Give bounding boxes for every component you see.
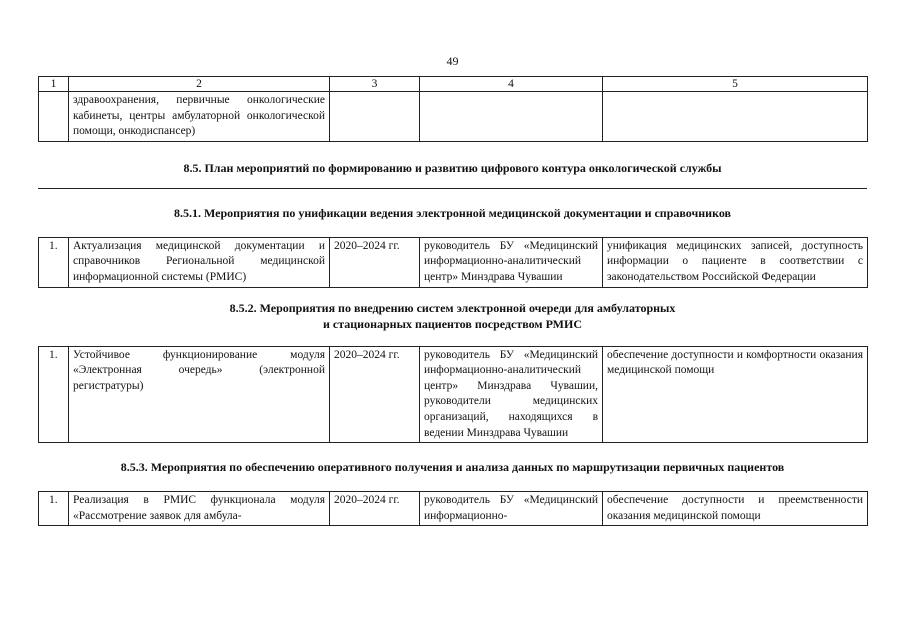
- table-row: [39, 492, 868, 526]
- table-8-5-3: [38, 491, 868, 526]
- period-cell: 2020–2024 гг.: [330, 237, 420, 287]
- activity-cell: Актуализация медицинской документации и справочников Региональной медицинской информационной системы (РМИС): [69, 237, 330, 287]
- row-number: 1.: [39, 237, 69, 287]
- section-heading: 8.5. План мероприятий по формированию и развитию цифрового контура онкологической службы: [183, 160, 722, 175]
- activity-cell: Устойчивое функционирование модуля «Электронная очередь» (электронной регистратуры): [69, 346, 330, 443]
- column-number: 3: [330, 77, 420, 92]
- table-continuation: [38, 76, 868, 142]
- column-number: 2: [69, 77, 330, 92]
- section-heading-line: и стационарных пациентов посредством РМИС: [322, 316, 583, 331]
- row-number: 1.: [39, 492, 69, 526]
- result-cell: обеспечение доступности и комфортности оказания медицинской помощи: [603, 346, 868, 443]
- column-number: 5: [603, 77, 868, 92]
- table-row: [39, 346, 868, 443]
- column-number-row: [39, 77, 868, 92]
- result-cell: унификация медицинских записей, доступность информации о пациенте в соответствии с законодательством Российской Федерации: [603, 237, 868, 287]
- row-number: 1.: [39, 346, 69, 443]
- period-cell: 2020–2024 гг.: [330, 492, 420, 526]
- responsible-cell: руководитель БУ «Медицинский информационно-аналитический центр» Минздрава Чувашии, руководители медицинских организаций, находящихся в ведении Минздрава Чувашии: [420, 346, 603, 443]
- page-number: 49: [446, 54, 459, 68]
- activity-cell: здравоохранения, первичные онкологические кабинеты, центры амбулаторной онкологической помощи, онкодиспансер): [69, 92, 330, 142]
- table-row: [39, 237, 868, 287]
- section-heading: [38, 300, 867, 332]
- section-heading: 8.5.3. Мероприятия по обеспечению оперативного получения и анализа данных по маршрутизации первичных пациентов: [120, 460, 785, 475]
- period-cell: 2020–2024 гг.: [330, 346, 420, 443]
- column-number: 4: [420, 77, 603, 92]
- section-heading-line: 8.5.2. Мероприятия по внедрению систем электронной очереди для амбулаторных: [229, 300, 676, 315]
- activity-cell: Реализация в РМИС функционала модуля «Рассмотрение заявок для амбула-: [69, 492, 330, 526]
- responsible-cell: руководитель БУ «Медицинский информационно-: [420, 492, 603, 526]
- result-cell: обеспечение доступности и преемственности оказания медицинской помощи: [603, 492, 868, 526]
- table-8-5-2: [38, 346, 868, 444]
- column-number: 1: [39, 77, 69, 92]
- table-8-5-1: [38, 237, 868, 288]
- section-heading: 8.5.1. Мероприятия по унификации ведения электронной медицинской документации и справочников: [173, 205, 732, 220]
- table-row: [39, 92, 868, 142]
- responsible-cell: руководитель БУ «Медицинский информационно-аналитический центр» Минздрава Чувашии: [420, 237, 603, 287]
- document-body: [38, 76, 867, 526]
